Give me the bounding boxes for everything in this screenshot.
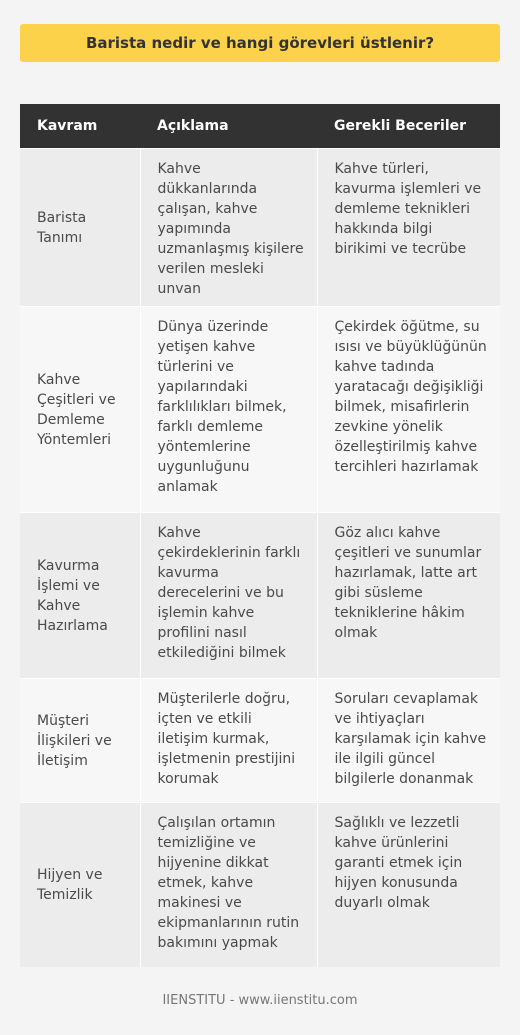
table-row	[20, 513, 500, 679]
cell-description: Müşterilerle doğru, içten ve etkili iletişim kurmak, işletmenin prestijini korumak	[140, 679, 317, 803]
cell-concept: Hijyen ve Temizlik	[20, 803, 140, 967]
cell-skills: Göz alıcı kahve çeşitleri ve sunumlar hazırlamak, latte art gibi süsleme tekniklerine hâkim olmak	[317, 513, 500, 679]
cell-description: Kahve çekirdeklerinin farklı kavurma derecelerini ve bu işlemin kahve profilini nasıl etkilediğini bilmek	[140, 513, 317, 679]
header-skills: Gerekli Beceriler	[317, 104, 500, 149]
table-row	[20, 149, 500, 307]
cell-skills: Kahve türleri, kavurma işlemleri ve demleme teknikleri hakkında bilgi birikimi ve tecrübe	[317, 149, 500, 307]
cell-concept: Barista Tanımı	[20, 149, 140, 307]
header-description: Açıklama	[140, 104, 317, 149]
cell-concept: Kahve Çeşitleri ve Demleme Yöntemleri	[20, 307, 140, 513]
table-row	[20, 679, 500, 803]
table-row	[20, 307, 500, 513]
barista-table	[20, 104, 500, 967]
footer-credit: IIENSTITU - www.iienstitu.com	[162, 993, 358, 1008]
title-banner	[20, 24, 500, 62]
cell-skills: Sağlıklı ve lezzetli kahve ürünlerini garanti etmek için hijyen konusunda duyarlı olmak	[317, 803, 500, 967]
header-concept: Kavram	[20, 104, 140, 149]
cell-skills: Soruları cevaplamak ve ihtiyaçları karşılamak için kahve ile ilgili güncel bilgilerle donanmak	[317, 679, 500, 803]
table-row	[20, 803, 500, 967]
cell-description: Dünya üzerinde yetişen kahve türlerini ve yapılarındaki farklılıkları bilmek, farklı demleme yöntemlerine uygunluğunu anlamak	[140, 307, 317, 513]
cell-description: Çalışılan ortamın temizliğine ve hijyenine dikkat etmek, kahve makinesi ve ekipmanlarının rutin bakımını yapmak	[140, 803, 317, 967]
cell-concept: Müşteri İlişkileri ve İletişim	[20, 679, 140, 803]
page-title: Barista nedir ve hangi görevleri üstlenir?	[85, 34, 435, 52]
table-header-row	[20, 104, 500, 149]
cell-concept: Kavurma İşlemi ve Kahve Hazırlama	[20, 513, 140, 679]
cell-skills: Çekirdek öğütme, su ısısı ve büyüklüğünün kahve tadında yaratacağı değişikliği bilmek, misafirlerin zevkine yönelik özelleştirilmiş kahve tercihleri hazırlamak	[317, 307, 500, 513]
cell-description: Kahve dükkanlarında çalışan, kahve yapımında uzmanlaşmış kişilere verilen mesleki unvan	[140, 149, 317, 307]
